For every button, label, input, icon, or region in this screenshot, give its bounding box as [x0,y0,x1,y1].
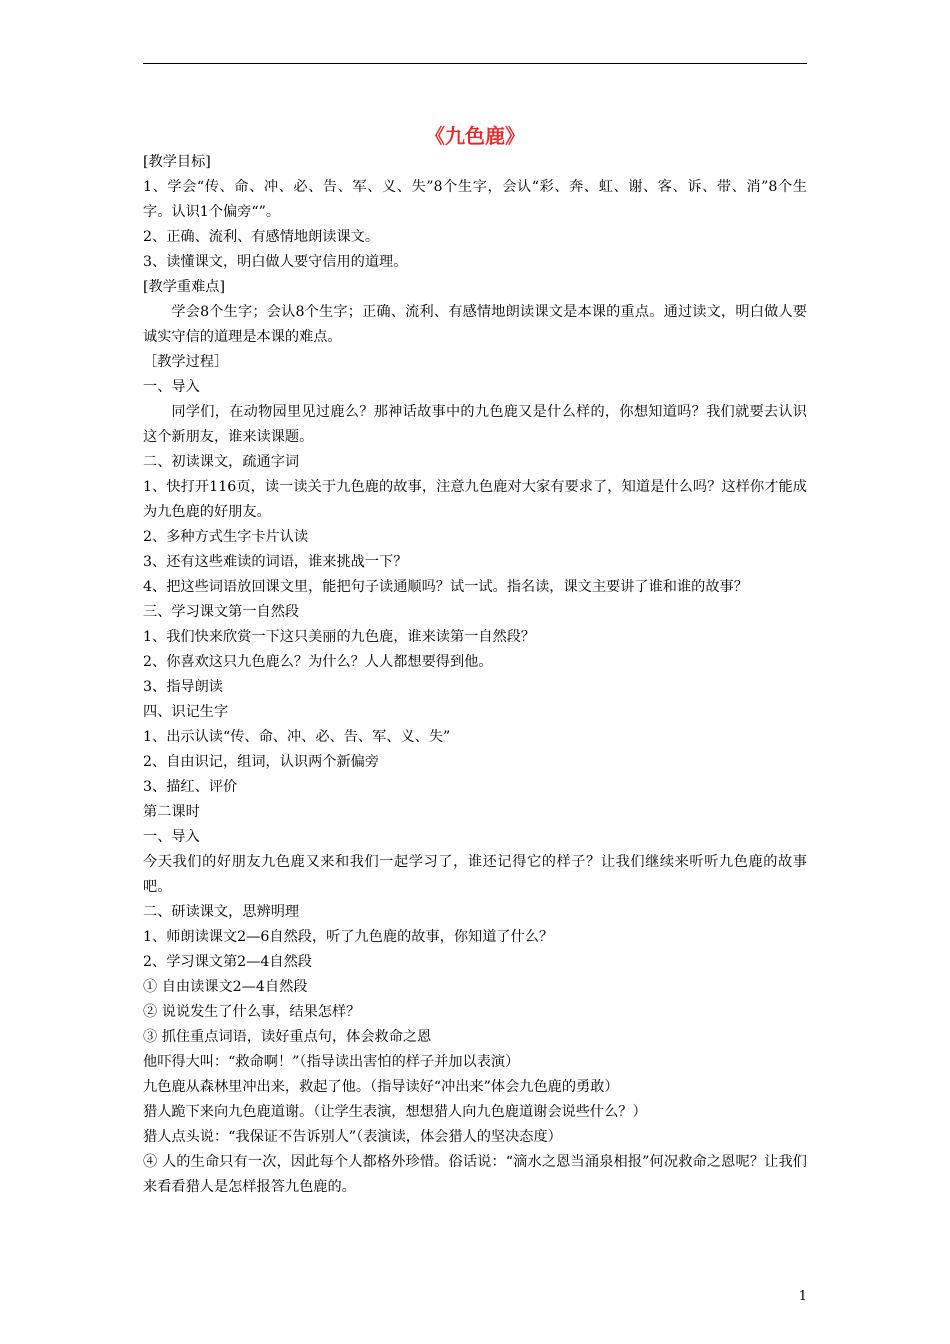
list-item: 1、师朗读课文2—6自然段，听了九色鹿的故事，你知道了什么？ [143,929,554,945]
quote-line: 他吓得大叫：“救命啊！”（指导读出害怕的样子并加以表演） [143,1054,520,1070]
body-paragraph: 同学们，在动物园里见过鹿么？那神话故事中的九色鹿又是什么样的，你想知道吗？我们就要去认识这个新朋友，谁来读课题。 [143,404,807,445]
circled-item: ② 说说发生了什么事，结果怎样？ [143,1004,361,1020]
list-item: 1、快打开116页，读一读关于九色鹿的故事，注意九色鹿对大家有要求了，知道是什么吗？这样你才能成为九色鹿的好朋友。 [143,479,807,520]
list-item: 2、学习课文第2—4自然段 [143,954,312,970]
document-title: 《九色鹿》 [425,124,525,148]
step-heading: 四、识记生字 [143,704,229,720]
page-number: 1 [798,1289,807,1304]
circled-item: ① 自由读课文2—4自然段 [143,979,308,995]
list-item: 4、把这些词语放回课文里，能把句子读通顺吗？试一试。指名读，课文主要讲了谁和谁的故事？ [143,579,748,595]
list-item: 3、还有这些难读的词语，谁来挑战一下？ [143,554,408,570]
step-heading: 一、导入 [143,379,200,395]
list-item: 3、描红、评价 [143,779,238,795]
objective-item: 2、正确、流利、有感情地朗读课文。 [143,229,380,245]
key-points-paragraph: 学会8个生字；会认8个生字；正确、流利、有感情地朗读课文是本课的重点。通过读文，明白做人要诚实守信的道理是本课的难点。 [143,304,807,345]
step-heading: 二、初读课文，疏通字词 [143,454,300,470]
objective-item: 3、读懂课文，明白做人要守信用的道理。 [143,254,408,270]
list-item: 1、出示认读“传、命、冲、必、告、军、义、失” [143,729,451,745]
section-heading-objectives: [教学目标] [143,154,211,170]
objective-item: 1、学会“传、命、冲、必、告、军、义、失”8个生字，会认“彩、奔、虹、谢、客、诉、带、消”8个生字。认识1个偏旁“”。 [143,179,807,220]
lesson-heading: 第二课时 [143,804,200,820]
step-heading: 二、研读课文，思辨明理 [143,904,300,920]
section-heading-key-points: [教学重难点] [143,279,226,295]
quote-line: 猎人跪下来向九色鹿道谢。（让学生表演，想想猎人向九色鹿道谢会说些什么？） [143,1104,647,1120]
header-rule [143,63,807,64]
step-heading: 三、学习课文第一自然段 [143,604,300,620]
circled-item: ③ 抓住重点词语，读好重点句，体会救命之恩 [143,1029,432,1045]
list-item: 2、你喜欢这只九色鹿么？为什么？人人都想要得到他。 [143,654,493,670]
step-heading: 一、导入 [143,829,200,845]
list-item: 2、自由识记，组词，认识两个新偏旁 [143,754,380,770]
body-paragraph: 今天我们的好朋友九色鹿又来和我们一起学习了，谁还记得它的样子？让我们继续来听听九色鹿的故事吧。 [143,854,807,895]
circled-item: ④ 人的生命只有一次，因此每个人都格外珍惜。俗话说：“滴水之恩当涌泉相报”何况救命之恩呢？让我们来看看猎人是怎样报答九色鹿的。 [143,1154,807,1195]
section-heading-process: ［教学过程］ [143,354,229,370]
quote-line: 九色鹿从森林里冲出来，救起了他。（指导读好“冲出来”体会九色鹿的勇敢） [143,1079,619,1095]
document-body [143,150,807,1200]
list-item: 1、我们快来欣赏一下这只美丽的九色鹿，谁来读第一自然段？ [143,629,536,645]
quote-line: 猎人点头说：“我保证不告诉别人”（表演读，体会猎人的坚决态度） [143,1129,562,1145]
list-item: 3、指导朗读 [143,679,223,695]
list-item: 2、多种方式生字卡片认读 [143,529,309,545]
